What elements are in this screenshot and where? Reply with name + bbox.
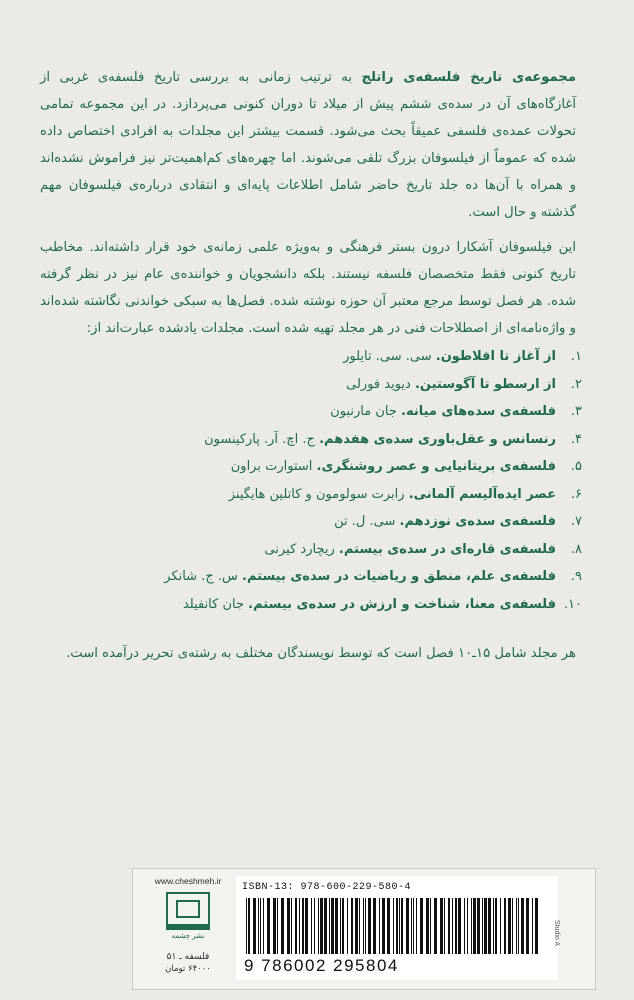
barcode-bar [340,898,341,954]
barcode-bar [263,898,264,954]
volume-title: از آغاز تا افلاطون. [435,349,556,364]
barcode-bar [393,898,394,954]
volume-number: ۶. [570,486,582,502]
barcode-bar [355,898,358,954]
barcode-bar [464,898,465,954]
barcode-bar [342,898,344,954]
volume-number: ۸. [570,541,582,557]
barcode-bar [277,898,278,954]
barcode-bar [273,898,276,954]
list-item [182,371,582,399]
barcode-bar [291,898,292,954]
barcode-bar [473,898,476,954]
barcode-bar [311,898,312,954]
barcode-bar [495,898,497,954]
barcode-bar [253,898,256,954]
intro-text: به ترتیب زمانی به بررسی تاریخ فلسفه‌ی غربی از آغازگاه‌های آن در سده‌ی ششم پیش از میلاد تا دوران کنونی می‌پردازد. در این مجموعه تمامی تحولات عمده‌ی فلسفی عمیقاً بحث می‌شود. قسمت بیشتر این مجلدات به افرادی اختصاص داده شده که عموماً از فیلسوفان بزرگ تلقی می‌شوند. اما چهره‌های کم‌اهمیت‌تر نیز فراموش نشده‌اند و همراه با آن‌ها ده جلد تاریخ حاضر شامل اطلاعات پایه‌ای و انتقادی درباره‌ی فیلسوفان مهم گذشته و حال است. [40,70,576,220]
list-item [182,453,582,481]
barcode-bar [324,898,327,954]
barcode-bar [455,898,457,954]
barcode-bar [406,898,409,954]
barcode-bar [434,898,437,954]
volume-number: ۱۰. [563,596,582,612]
publisher-url: www.cheshmeh.ir [154,876,222,886]
barcode-bar [399,898,400,954]
barcode-bar [382,898,385,954]
volume-title: فلسفه‌ی قاره‌ای در سده‌ی بیستم. [338,541,556,557]
volume-title: فلسفه‌ی بریتانیایی و عصر روشنگری. [316,459,556,474]
isbn-label: ISBN-13: 978-600-229-580-4 [242,882,412,893]
volume-editor: ریچارد کیرنی [264,541,335,557]
list-item [182,343,582,371]
barcode-bar [305,898,308,954]
volume-title: فلسفه‌ی علم، منطق و ریاضیات در سده‌ی بیستم. [242,569,556,584]
volume-number: ۳. [570,404,582,419]
barcode-bar [508,898,511,954]
list-item [164,563,582,591]
barcode-bar [484,898,487,954]
list-item [182,591,582,619]
barcode-bar [248,898,250,954]
audience-paragraph: این فیلسوفان آشکارا درون بستر فرهنگی و به‌ویژه علمی زمانه‌ی خود قرار داشته‌اند. مخاطب تاریخ کنونی فقط متخصصان فلسفه نیستند. بلکه دانشجویان و خواننده‌ی عام نیز در نظر گرفته شده. هر فصل توسط مرجع معتبر آن حوزه نوشته شده. فصل‌ها به سبکی خواندنی نگاشته شده‌اند و واژه‌نامه‌ای از اصطلاحات فنی در هر مجلد تهیه شده است. مجلدات یادشده عبارت‌اند از: [40,240,576,336]
volume-number: ۵. [570,459,582,474]
barcode-bar [467,898,468,954]
barcode-bar [299,898,300,954]
barcode-bar [430,898,431,954]
volume-number: ۱. [570,349,582,364]
barcode-bar [416,898,417,954]
volume-title: فلسفه‌ی سده‌ی نوزدهم. [399,514,556,529]
barcode-bar [488,898,491,954]
barcode-bar [521,898,524,954]
barcode-bar [471,898,472,954]
barcode-bar [518,898,519,954]
volume-title: عصر ایده‌آلیسم آلمانی. [408,486,556,502]
barcode-bar [448,898,450,954]
volume-list [164,343,582,618]
volume-number: ۹. [570,569,582,584]
volume-editor: س. ج. شانکر [164,569,238,584]
barcode-bar [504,898,506,954]
volume-title: رنسانس و عقل‌باوری سده‌ی هفدهم. [319,431,556,447]
list-item [182,508,582,536]
barcode-bar [320,898,323,954]
barcode-bar [532,898,533,954]
barcode-bar [331,898,334,954]
intro-paragraph [40,64,576,226]
barcode-bar [482,898,483,954]
volume-editor: سی. ل. تن [334,514,396,529]
publisher-logo-icon [166,892,210,930]
volume-editor: سی. سی. تایلور [343,349,432,364]
volume-number: ۲. [570,376,582,392]
barcode-bar [379,898,380,954]
barcode-bar [535,898,538,954]
barcode-bar [500,898,501,954]
barcode-bar [267,898,270,954]
volume-title: از ارسطو تا آگوستین. [414,376,556,392]
barcode-bar [246,898,247,954]
barcode-bar [295,898,297,954]
barcode-bars [244,898,544,954]
volume-title: فلسفه‌ی سده‌های میانه. [401,404,556,419]
closing-paragraph: هر مجلد شامل ۱۵ـ۱۰ فصل است که توسط نویسندگان مختلف به رشته‌ی تحریر درآمده است. [66,646,576,661]
barcode-bar [302,898,304,954]
barcode-bar [347,898,348,954]
publisher-block [146,870,230,982]
barcode-bar [426,898,429,954]
list-item [182,398,582,426]
barcode-bar [452,898,453,954]
volume-editor: جان مارنبون [330,404,397,419]
barcode-bar [493,898,494,954]
barcode-bar [351,898,353,954]
barcode-bar [526,898,529,954]
volume-editor: جان کانفیلد [182,596,245,612]
volume-editor: دیوید فورلی [346,376,411,392]
barcode [236,876,558,980]
volume-title: فلسفه‌ی معنا، شناخت و ارزش در سده‌ی بیستم. [248,596,556,612]
barcode-bar [444,898,445,954]
barcode-bar [401,898,403,954]
volume-editor: ج. اچ. آر. پارکینسون [204,431,315,447]
barcode-bar [413,898,414,954]
barcode-bar [329,898,330,954]
barcode-bar [516,898,517,954]
barcode-bar [258,898,259,954]
volume-editor: استوارت براون [230,459,313,474]
studio-credit: Studio A [553,920,560,947]
barcode-bar [373,898,376,954]
list-item [182,536,582,564]
barcode-bar [411,898,412,954]
volume-number: ۷. [570,514,582,529]
isbn-digits: 9 786002 295804 [244,956,399,975]
series-title: مجموعه‌ی تاریخ فلسفه‌ی راتلج [361,70,577,85]
barcode-bar [318,898,319,954]
barcode-bar [281,898,284,954]
volume-editor: رابرت سولومون و کاتلین هایگینز [228,486,405,502]
price: ۶۴۰۰۰ تومان [165,964,211,974]
barcode-bar [260,898,261,954]
volume-number: ۴. [570,431,582,447]
barcode-bar [335,898,338,954]
publisher-name: نشر چشمه [171,932,205,940]
barcode-bar [440,898,443,954]
list-item [182,426,582,454]
barcode-bar [420,898,423,954]
barcode-bar [365,898,366,954]
barcode-bar [387,898,390,954]
barcode-bar [458,898,461,954]
list-item [182,481,582,509]
barcode-bar [363,898,364,954]
barcode-bar [287,898,290,954]
barcode-bar [477,898,480,954]
barcode-bar [368,898,371,954]
series-number: فلسفه ـ ۵۱ [166,952,210,962]
barcode-bar [512,898,513,954]
barcode-bar [359,898,360,954]
barcode-bar [314,898,315,954]
barcode-bar [396,898,398,954]
